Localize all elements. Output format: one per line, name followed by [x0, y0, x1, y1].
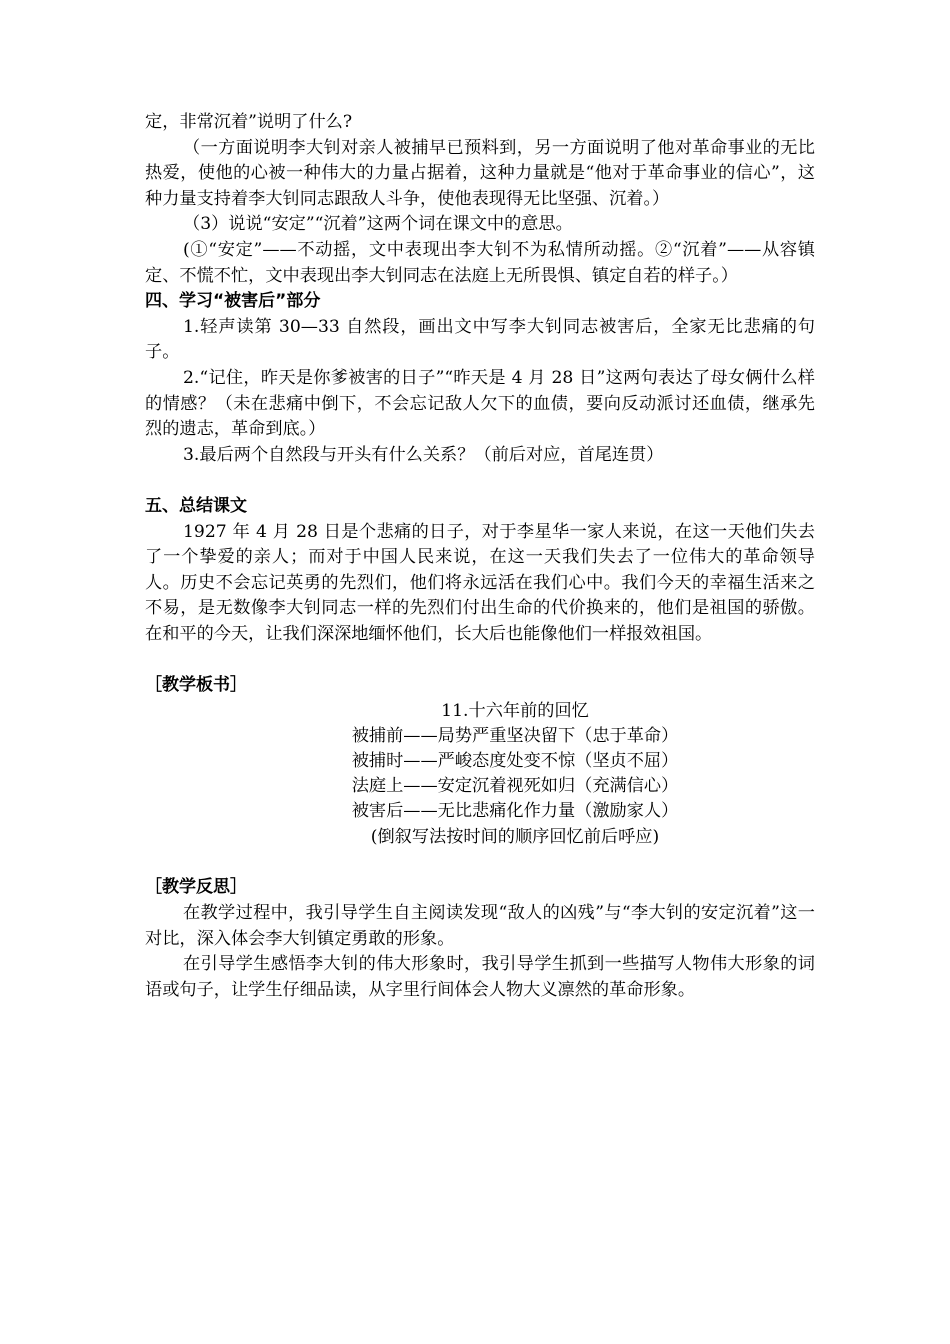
- board-content: [145, 699, 815, 850]
- section-4-item-1: 1.轻声读第 30—33 自然段，画出文中写李大钊同志被害后，全家无比悲痛的句子。: [145, 316, 815, 363]
- spacer: [145, 647, 815, 673]
- board-line: 法庭上——安定沉着视死如归（充满信心）: [351, 776, 679, 797]
- answer-paragraph: （一方面说明李大钊对亲人被捕早已预料到，另一方面说明了他对革命事业的无比热爱，使他的心被一种伟大的力量占据着，这种力量就是“他对于革命事业的信心”，这种力量支持着李大钊同志跟敌人斗争，使他表现得无比坚强、沉着。）: [145, 137, 815, 209]
- board-line: 被害后——无比悲痛化作力量（激励家人）: [351, 801, 679, 822]
- section-5-title: 五、总结课文: [145, 495, 247, 516]
- document-page: [145, 110, 815, 1003]
- section-4-title: 四、学习“被害后”部分: [145, 291, 321, 312]
- question-tail: 定，非常沉着”说明了什么?: [145, 112, 353, 132]
- board-line-title: 11.十六年前的回忆: [441, 700, 589, 721]
- board-line: 被捕时——严峻态度处变不惊（坚贞不屈）: [351, 751, 679, 772]
- spacer: [145, 850, 815, 876]
- section-4-item-2: 2.“记住，昨天是你爹被害的日子”“昨天是 4 月 28 日”这两句表达了母女俩什么样的情感？（未在悲痛中倒下，不会忘记敌人欠下的血债，要向反动派讨还血债，继承先烈的遗志，革命到底。）: [145, 367, 815, 440]
- reflection-paragraph-2: 在引导学生感悟李大钊的伟大形象时，我引导学生抓到一些描写人物伟大形象的词语或句子，让学生仔细品读，从字里行间体会人物大义凛然的革命形象。: [145, 954, 815, 1000]
- question-3: （3）说说“安定”“沉着”这两个词在课文中的意思。: [183, 214, 573, 235]
- board-heading: ［教学板书］: [145, 675, 247, 696]
- answer-3: (①“安定”——不动摇，文中表现出李大钊不为私情所动摇。②“沉着”——从容镇定、不慌不忙，文中表现出李大钊同志在法庭上无所畏惧、镇定自若的样子。）: [145, 239, 815, 286]
- board-line-note: (倒叙写法按时间的顺序回忆前后呼应): [370, 826, 660, 847]
- board-line: 被捕前——局势严重坚决留下（忠于革命）: [351, 725, 679, 746]
- reflection-paragraph-1: 在教学过程中，我引导学生自主阅读发现“敌人的凶残”与“李大钊的安定沉着”这一对比，深入体会李大钊镇定勇敢的形象。: [145, 903, 815, 949]
- section-4-item-3: 3.最后两个自然段与开头有什么关系？（前后对应，首尾连贯）: [183, 444, 664, 465]
- spacer: [145, 468, 815, 494]
- reflection-heading: ［教学反思］: [145, 877, 247, 898]
- summary-paragraph: 1927 年 4 月 28 日是个悲痛的日子，对于李星华一家人来说，在这一天他们失去了一个挚爱的亲人；而对于中国人民来说，在这一天我们失去了一位伟大的革命领导人。历史不会忘记英勇的先烈们，他们将永远活在我们心中。我们今天的幸福生活来之不易，是无数像李大钊同志一样的先烈们付出生命的代价换来的，他们是祖国的骄傲。在和平的今天，让我们深深地缅怀他们，长大后也能像他们一样报效祖国。: [145, 521, 815, 644]
